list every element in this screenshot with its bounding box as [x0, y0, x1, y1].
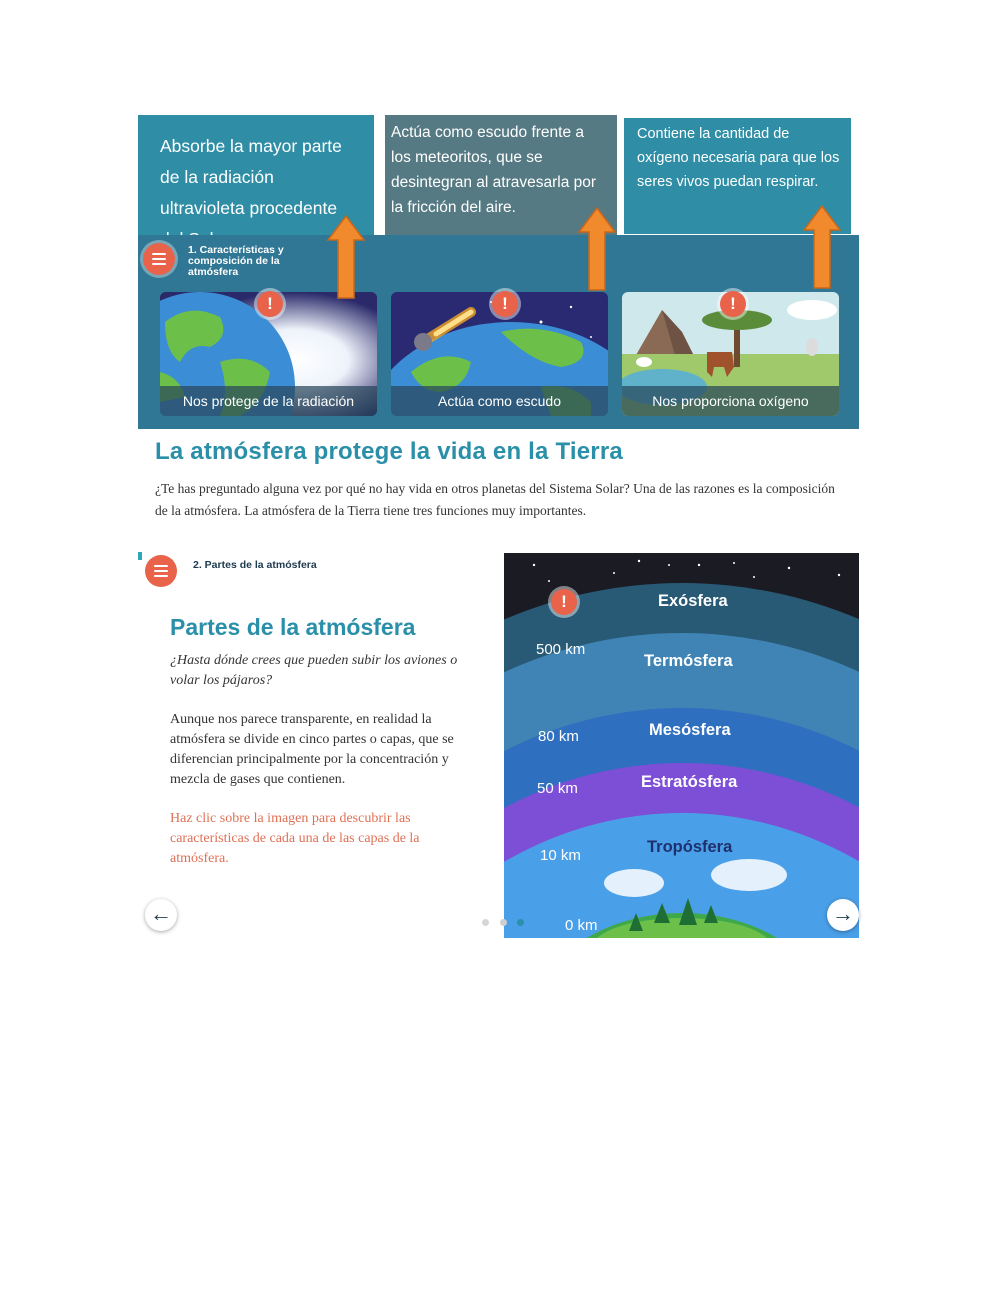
pagination-dot[interactable] [482, 919, 489, 926]
pagination-dot[interactable] [500, 919, 507, 926]
section2-question: ¿Hasta dónde crees que pueden subir los aviones o volar los pájaros? [170, 653, 458, 688]
layer-label-thermosphere[interactable]: Termósfera [644, 652, 733, 670]
arrow-left-icon: ← [150, 901, 172, 926]
section2-heading: Partes de la atmósfera [170, 614, 416, 640]
altitude-label: 500 km [536, 641, 586, 658]
menu-button[interactable] [145, 555, 177, 587]
next-button[interactable] [827, 899, 859, 931]
section2-paragraph: Aunque nos parece transparente, en realidad la atmósfera se divide en cinco partes o capas, que se diferencian principalmente por la concentración y mezcla de gases que contienen. [170, 712, 454, 787]
arrow-right-icon: → [832, 901, 854, 926]
alert-icon[interactable]: ! [720, 291, 746, 317]
card-caption: Nos proporciona oxígeno [622, 386, 839, 416]
layer-label-mesosphere[interactable]: Mesósfera [649, 721, 731, 739]
menu-button[interactable] [143, 243, 175, 275]
alert-icon[interactable]: ! [551, 589, 577, 615]
main-heading: La atmósfera protege la vida en la Tierra [155, 438, 623, 465]
altitude-label: 10 km [540, 847, 581, 864]
alert-icon[interactable]: ! [257, 291, 283, 317]
arrow-up-icon [577, 206, 617, 292]
section2-title: 2. Partes de la atmósfera [193, 559, 317, 571]
layer-label-stratosphere[interactable]: Estratósfera [641, 773, 738, 791]
layer-label-exosphere[interactable]: Exósfera [658, 592, 728, 610]
section1-title: 1. Características y composición de la atmósfera [188, 244, 284, 278]
definition-box-radiation: Absorbe la mayor parte de la radiación ultravioleta procedente [138, 115, 374, 243]
altitude-label: 50 km [537, 780, 578, 797]
card-caption: Actúa como escudo [391, 386, 608, 416]
corner-accent [138, 552, 142, 560]
arrow-up-icon [326, 214, 366, 300]
pagination-dot-active[interactable] [517, 919, 524, 926]
altitude-label: 80 km [538, 728, 579, 745]
alert-icon[interactable]: ! [492, 291, 518, 317]
altitude-label: 0 km [565, 917, 598, 934]
card-caption: Nos protege de la radiación [160, 386, 377, 416]
prev-button[interactable] [145, 899, 177, 931]
section2-instruction: Haz clic sobre la imagen para descubrir las características de cada una de las capas de la atmósfera. [170, 811, 420, 866]
definition-box-shield: Actúa como escudo frente a los meteoritos, que se desintegran al atravesarla por la fricción del aire. [385, 115, 617, 235]
definition-box-oxygen: Contiene la cantidad de oxígeno necesaria para que los seres vivos puedan respirar. [624, 118, 851, 234]
layer-label-troposphere[interactable]: Tropósfera [647, 838, 733, 856]
arrow-up-icon [802, 204, 842, 290]
main-paragraph: ¿Te has preguntado alguna vez por qué no hay vida en otros planetas del Sistema Solar? Una de las razones es la composición de la atmósfera. La atmósfera de la Tierra tiene tres funciones muy importantes. [155, 481, 835, 518]
